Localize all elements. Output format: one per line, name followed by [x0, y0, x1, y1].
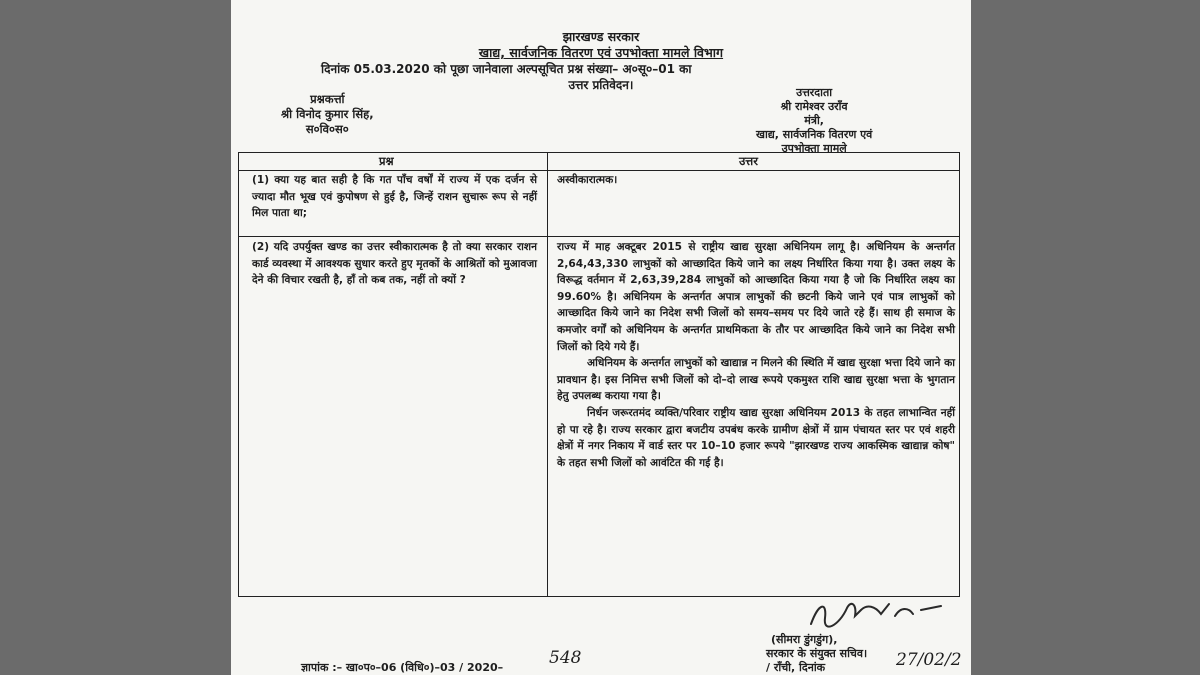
respondent-title: मंत्री,	[804, 114, 824, 127]
column-header-question: प्रश्न	[379, 154, 394, 168]
answer-1: अस्वीकारात्मक।	[557, 174, 618, 186]
respondent-block	[756, 86, 872, 156]
answer-2-paragraph-3: निर्धन जरूरतमंद व्यक्ति/परिवार राष्ट्रीय खाद्य सुरक्षा अधिनियम 2013 के तहत लाभान्वित नहीं हो पा रहे है। राज्य सरकार द्वारा बजटीय उपबंध करके ग्रामीण क्षेत्रों में ग्राम पंचायत स्तर पर एवं शहरी क्षेत्रों में नगर निकाय में वार्ड स्तर पर 10–10 हजार रूपये "झारखण्ड राज्य आकस्मिक खाद्यान्न कोष" के तहत सभी जिलों को आवंटित की गई है।	[557, 406, 955, 469]
respondent-name: श्री रामेश्वर उराँव	[780, 100, 848, 113]
handwritten-signature	[791, 596, 971, 632]
answer-2-paragraph-2: अधिनियम के अन्तर्गत लाभुकों को खाद्यान्न न मिलने की स्थिति में खाद्य सुरक्षा भत्ता दिये जाने का प्रावधान है। इस निमित्त सभी जिलों को दो–दो लाख रूपये एकमुश्त राशि खाद्य सुरक्षा भत्ता के भुगतान हेतु उपलब्ध कराया गया है।	[557, 357, 955, 403]
respondent-dept-1: खाद्य, सार्वजनिक वितरण एवं	[756, 128, 873, 141]
answer-2-paragraph-1: राज्य में माह अक्टूबर 2015 से राष्ट्रीय खाद्य सुरक्षा अधिनियम लागू है। अधिनियम के अन्तर्गत 2,64,43,330 लाभुकों को आच्छादित किये जाने का लक्ष्य निर्धारित किया गया है। उक्त लक्ष्य के विरूद्ध वर्तमान में 2,63,39,284 लाभुकों को आच्छादित किया गया है जो कि निर्धारित लक्ष्य का 99.60% है। अधिनियम के अन्तर्गत अपात्र लाभुकों की छटनी किये जाने एवं पात्र लाभुकों को आच्छादित किये जाने का निदेश सभी जिलों को समय–समय पर दिये जाते रहे हैं। साथ ही समाज के कमजोर वर्गों को अधिनियम के अन्तर्गत प्राथमिकता के तौर पर आच्छादित किये जाने का निदेश सभी जिलों को दिये गये हैं।	[557, 241, 955, 353]
questioner-name: श्री विनोद कुमार सिंह,	[281, 107, 374, 121]
respondent-dept-2: उपभोक्ता मामले	[781, 142, 847, 155]
memo-number: 548	[549, 648, 582, 668]
signatory-name: (सीमरा डुंगडुंग),	[771, 633, 838, 646]
question-answer-table	[238, 152, 960, 597]
column-divider	[547, 153, 548, 596]
subject-line-2: उत्तर प्रतिवेदन।	[568, 78, 634, 92]
question-2: (2) यदि उपर्युक्त खण्ड का उत्तर स्वीकारात्मक है तो क्या सरकार राशन कार्ड व्यवस्था में आवश्यक सुधार करते हुए मृतकों के आश्रितों को मुआवजा देने की विचार रखती है, हाँ तो कब तक, नहीं तो क्यों ?	[252, 241, 537, 287]
signatory-designation: सरकार के संयुक्त सचिव।	[766, 647, 868, 660]
answer-2	[557, 239, 955, 471]
column-header-answer: उत्तर	[739, 154, 758, 168]
department-title: खाद्य, सार्वजनिक वितरण एवं उपभोक्ता मामले विभाग	[478, 45, 724, 60]
respondent-label: उत्तरदाता	[796, 86, 833, 99]
row-divider	[239, 236, 959, 237]
government-title: झारखण्ड सरकार	[562, 29, 640, 44]
memo-reference: ज्ञापांक :– खा०प०–06 (विधि०)–03 / 2020–	[301, 661, 504, 674]
questioner-title: स०वि०स०	[305, 122, 349, 136]
place-date-label: / राँची, दिनांक	[766, 661, 826, 674]
subject-line-1: दिनांक 05.03.2020 को पूछा जानेवाला अल्पसूचित प्रश्न संख्या– अ०सू०–01 का	[321, 62, 692, 76]
table-header-row	[239, 153, 959, 171]
document-page	[231, 0, 971, 675]
questioner-label: प्रश्नकर्त्ता	[310, 92, 345, 106]
questioner-block	[281, 92, 374, 137]
memo-date: 27/02/2	[896, 650, 962, 670]
question-1: (1) क्या यह बात सही है कि गत पाँच वर्षों में राज्य में एक दर्जन से ज्यादा मौत भूख एवं कुपोषण से हुई है, जिन्हें राशन सुचारू रूप से नहीं मिल पाता था;	[252, 174, 537, 220]
